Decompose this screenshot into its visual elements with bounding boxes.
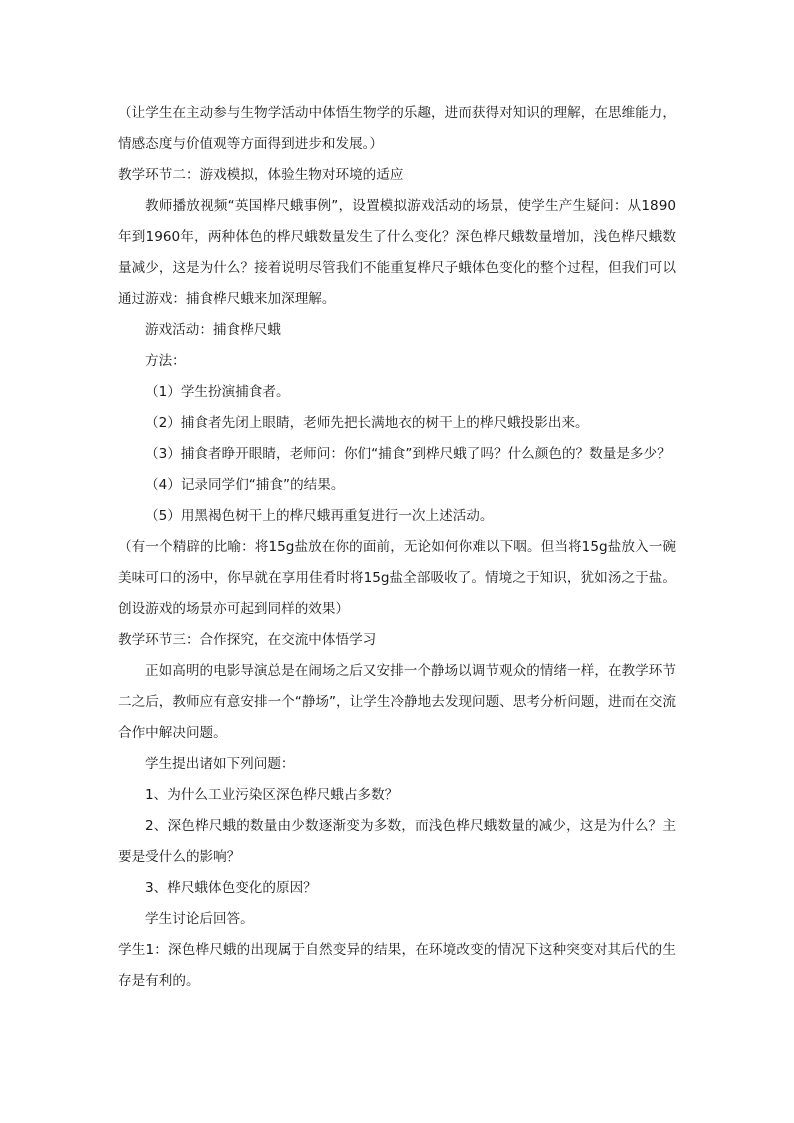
paragraph-intro-note: （让学生在主动参与生物学活动中体悟生物学的乐趣，进而获得对知识的理解，在思维能力，情感态度与价值观等方面得到进步和发展。） <box>118 105 676 152</box>
method-label: 方法： <box>145 353 186 369</box>
method-step-5: （5）用黑褐色树干上的桦尺蛾再重复进行一次上述活动。 <box>145 508 494 524</box>
document-page <box>118 98 676 997</box>
question-2: 2、深色桦尺蛾的数量由少数逐渐变为多数，而浅色桦尺蛾数量的减少，这是为什么？主要是受什么的影响？ <box>118 818 676 865</box>
student-questions-intro: 学生提出诸如下列问题： <box>145 756 295 772</box>
method-step-4: （4）记录同学们“捕食”的结果。 <box>145 477 345 493</box>
student-1-answer: 学生1：深色桦尺蛾的出现属于自然变异的结果，在环境改变的情况下这种突变对其后代的生存是有利的。 <box>118 942 676 989</box>
method-step-2: （2）捕食者先闭上眼睛，老师先把长满地衣的树干上的桦尺蛾投影出来。 <box>145 415 589 431</box>
question-3: 3、桦尺蛾体色变化的原因？ <box>145 880 317 896</box>
paragraph-quiet-scene: 正如高明的电影导演总是在闹场之后又安排一个静场以调节观众的情绪一样，在教学环节二之后，教师应有意安排一个“静场”，让学生冷静地去发现问题、思考分析问题，进而在交流合作中解决问题。 <box>118 663 676 741</box>
section-heading-2: 教学环节二：游戏模拟，体验生物对环境的适应 <box>118 167 404 183</box>
paragraph-salt-analogy: （有一个精辟的比喻：将15g盐放在你的面前，无论如何你难以下咽。但当将15g盐放入一碗美味可口的汤中，你早就在享用佳肴时将15g盐全部吸收了。情境之于知识，犹如汤之于盐。创设游戏的场景亦可起到同样的效果） <box>118 539 676 617</box>
discussion-note: 学生讨论后回答。 <box>145 911 254 927</box>
paragraph-video: 教师播放视频“英国桦尺蛾事例”，设置模拟游戏活动的场景，使学生产生疑问：从1890年到1960年，两种体色的桦尺蛾数量发生了什么变化？深色桦尺蛾数量增加，浅色桦尺蛾数量减少，这是为什么？接着说明尽管我们不能重复桦尺子蛾体色变化的整个过程，但我们可以通过游戏：捕食桦尺蛾来加深理解。 <box>118 198 676 307</box>
question-1: 1、为什么工业污染区深色桦尺蛾占多数？ <box>145 787 399 803</box>
method-step-3: （3）捕食者睁开眼睛，老师问：你们“捕食”到桦尺蛾了吗？什么颜色的？数量是多少？ <box>145 446 671 462</box>
method-step-1: （1）学生扮演捕食者。 <box>145 384 290 400</box>
section-heading-3: 教学环节三：合作探究，在交流中体悟学习 <box>118 632 377 648</box>
game-activity-title: 游戏活动：捕食桦尺蛾 <box>145 322 281 338</box>
